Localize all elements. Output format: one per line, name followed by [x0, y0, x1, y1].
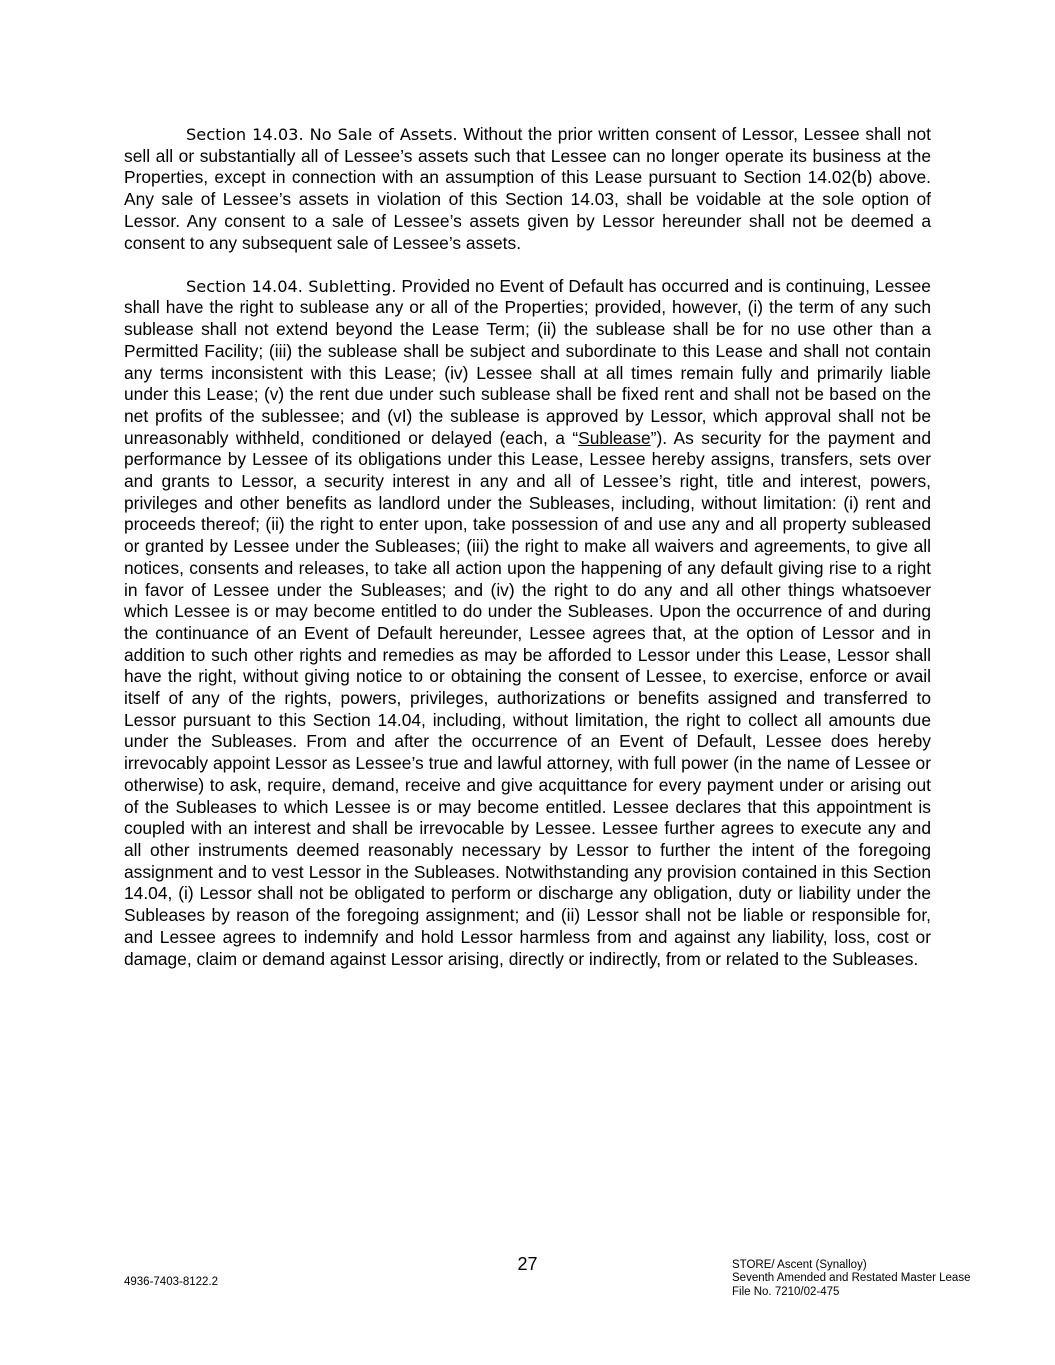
- document-reference-line-3: File No. 7210/02-475: [732, 1285, 840, 1298]
- section-14-04-heading: Section 14.04. Subletting.: [186, 276, 397, 296]
- section-14-04-text-part2: ”). As security for the payment and performance by Lessee of its obligations under this Lease, Lessee hereby assigns, transfers, sets over and grants to Lessor, a security interest in any and all of Lessee’s right, title and interest, powers, privileges and other benefits as landlord under the Subleases, including, without limitation: (i) rent and proceeds thereof; (ii) the right to enter upon, take possession of and use any and all property subleased or granted by Lessee under the Subleases; (iii) the right to make all waivers and agreements, to give all notices, consents and releases, to take all action upon the happening of any default giving rise to a right in favor of Lessee under the Subleases; and (iv) the right to do any and all other things whatsoever which Lessee is or may become entitled to do under the Subleases. Upon the occurrence of and during the continuance of an Event of Default hereunder, Lessee agrees that, at the option of Lessor and in addition to such other rights and remedies as may be afforded to Lessor under this Lease, Lessor shall have the right, without giving notice to or obtaining the consent of Lessee, to exercise, enforce or avail itself of any of the rights, powers, privileges, authorizations or benefits assigned and transferred to Lessor pursuant to this Section 14.04, including, without limitation, the right to collect all amounts due under the Subleases. From and after the occurrence of an Event of Default, Lessee does hereby irrevocably appoint Lessor as Lessee’s true and lawful attorney, with full power (in the name of Lessee or otherwise) to ask, require, demand, receive and give acquittance for every payment under or arising out of the Subleases to which Lessee is or may become entitled. Lessee declares that this appointment is coupled with an interest and shall be irrevocable by Lessee. Lessee further agrees to execute any and all other instruments deemed reasonably necessary by Lessor to further the intent of the foregoing assignment and to vest Lessor in the Subleases. Notwithstanding any provision contained in this Section 14.04, (i) Lessor shall not be obligated to perform or discharge any obligation, duty or liability under the Subleases by reason of the foregoing assignment; and (ii) Lessor shall not be liable or responsible for, and Lessee agrees to indemnify and hold Lessor harmless from and against any liability, loss, cost or damage, claim or demand against Lessor arising, directly or indirectly, from or related to the Subleases.: [124, 427, 932, 969]
- section-14-03-text: Without the prior written consent of Lessor, Lessee shall not sell all or substantially all of Lessee’s assets such that Lessee can no longer operate its business at the Properties, except in connection with an assumption of this Lease pursuant to Section 14.02(b) above. Any sale of Lessee’s assets in violation of this Section 14.03, shall be voidable at the sole option of Lessor. Any consent to a sale of Lessee’s assets given by Lessor hereunder shall not be deemed a consent to any subsequent sale of Lessee’s assets.: [124, 124, 932, 253]
- sublease-defined-term: Sublease: [578, 427, 651, 448]
- document-reference: [732, 1259, 970, 1299]
- section-14-03-paragraph: [124, 124, 931, 254]
- section-14-03-heading: Section 14.03. No Sale of Assets.: [186, 125, 458, 144]
- page-number: 27: [517, 1254, 538, 1274]
- document-reference-line-1: STORE/ Ascent (Synalloy): [732, 1259, 867, 1271]
- document-id: 4936-7403-8122.2: [124, 1276, 218, 1288]
- document-body: [124, 124, 931, 970]
- section-14-04-text-part1: Provided no Event of Default has occurred and is continuing, Lessee shall have the right to sublease any or all of the Properties; provided, however, (i) the term of any such sublease shall not extend beyond the Lease Term; (ii) the sublease shall be for no use other than a Permitted Facility; (iii) the sublease shall be subject and subordinate to this Lease and shall not contain any terms inconsistent with this Lease; (iv) Lessee shall at all times remain fully and primarily liable under this Lease; (v) the rent due under such sublease shall be fixed rent and shall not be based on the net profits of the sublessee; and (vI) the sublease is approved by Lessor, which approval shall not be unreasonably withheld, conditioned or delayed (each, a “: [124, 275, 931, 448]
- section-14-04-paragraph: [124, 276, 931, 971]
- document-reference-line-2: Seventh Amended and Restated Master Lease: [732, 1272, 971, 1285]
